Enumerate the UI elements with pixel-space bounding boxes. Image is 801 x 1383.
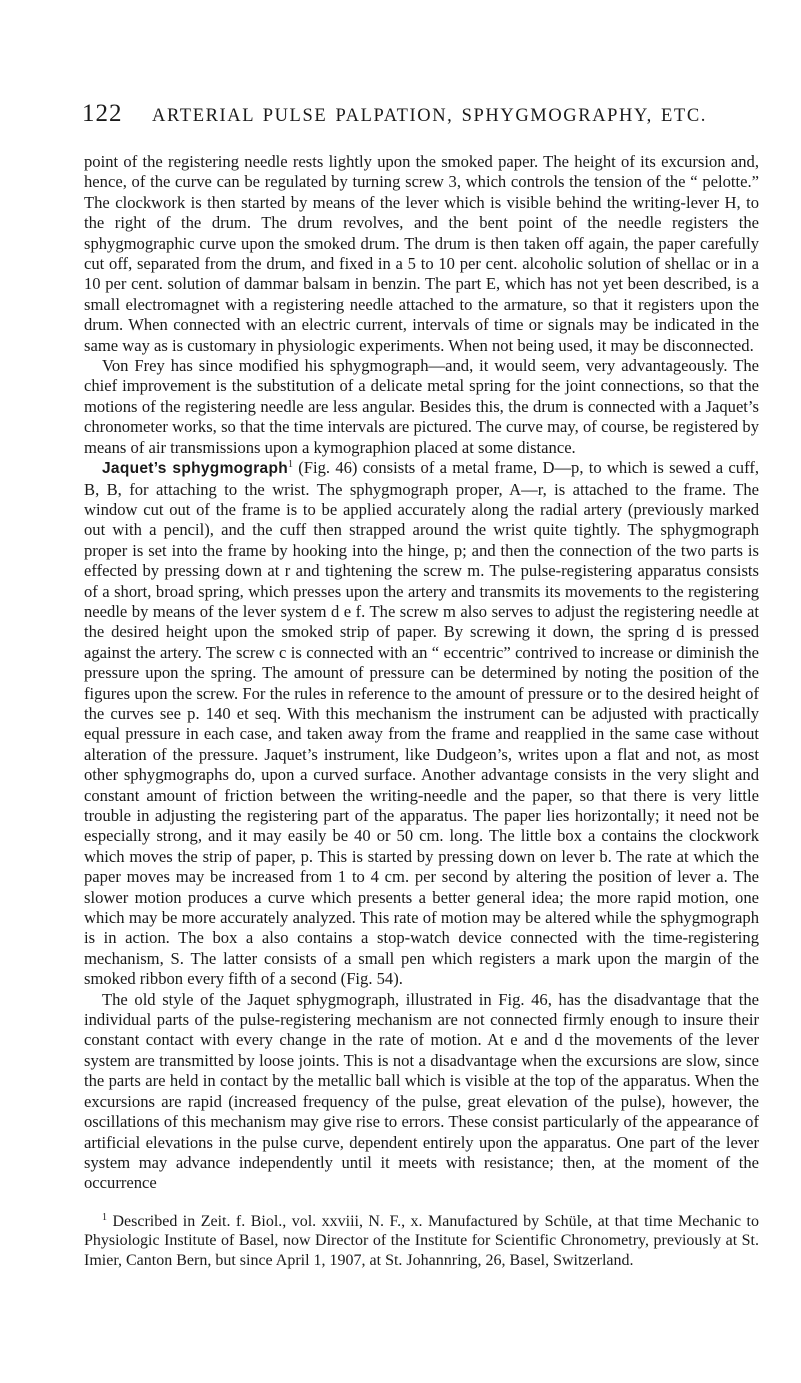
footnote-text: Described in Zeit. f. Biol., vol. xxviii, N. F., x. Manufactured by Schüle, at that time Mechanic to Physiologic Institute of Basel, now Director of the Institute for Scientific Chronometry, previously at St. Imier, Canton Bern, but since April 1, 1907, at St. Johannring, 26, Basel, Switzerland. [84,1212,759,1269]
paragraph-jaquet-text: (Fig. 46) consists of a metal frame, D—p, to which is sewed a cuff, B, B, for attaching to the wrist. The sphygmograph proper, A—r, is attached to the frame. The window cut out of the frame is to be applied accurately along the radial artery (previously marked out with a pencil), and the cuff then strapped around the wrist quite tightly. The sphygmograph proper is set into the frame by hooking into the hinge, p; and then the connection of the two parts is effected by pressing down at r and tightening the screw m. The pulse-registering apparatus consists of a short, broad spring, which presses upon the artery and transmits its movements to the registering needle by means of the lever system d e f. The screw m also serves to adjust the registering needle at the desired height upon the smoked strip of paper. By screwing it down, the spring d is pressed against the artery. The screw c is connected with an “ eccentric” contrived to increase or diminish the pressure upon the spring. The amount of pressure can be determined by noting the position of the figures upon the screw. For the rules in reference to the amount of pressure or to the desired height of the curves see p. 140 et seq. With this mechanism the instrument can be adjusted with practically equal pressure in each case, and taken away from the frame and reapplied in the same case without alteration of the pressure. Jaquet’s instrument, like Dudgeon’s, writes upon a flat and not, as most other sphygmographs do, upon a curved surface. Another advantage consists in the very slight and constant amount of friction between the writing-needle and the paper, so that there is very little trouble in adjusting the registering part of the apparatus. The paper lies horizontally; it need not be especially strong, and it may easily be 40 or 50 cm. long. The little box a contains the clockwork which moves the strip of paper, p. This is started by pressing down on lever b. The rate at which the paper moves may be increased from 1 to 4 cm. per second by altering the position of lever a. The slower motion produces a curve which presents a better general idea; the more rapid motion, one which may be more accurately analyzed. This rate of motion may be altered while the sphygmograph is in action. The box a also contains a stop-watch device connected with the time-registering mechanism, S. The latter consists of a small pen which registers a mark upon the margin of the smoked ribbon every fifth of a second (Fig. 54). [84,458,759,989]
section-lead-heading: Jaquet’s sphygmograph [102,460,288,478]
paragraph-von-frey: Von Frey has since modified his sphygmograph—and, it would seem, very advantageously. The chief improvement is the substitution of a delicate metal spring for the joint connections, so that the motions of the registering needle are less angular. Besides this, the drum is connected with a Jaquet’s chronometer works, so that the time intervals are pictured. The curve may, of course, be registered by means of air transmissions upon a kymographion placed at some distance. [84,356,759,457]
paragraph-old-style: The old style of the Jaquet sphygmograph, illustrated in Fig. 46, has the disadvantage that the individual parts of the pulse-registering mechanism are not connected firmly enough to insure their constant contact with every change in the rate of motion. At e and d the movements of the lever system are transmitted by loose joints. This is not a disadvantage when the excursions are slow, since the parts are held in contact by the metallic ball which is visible at the top of the apparatus. When the excursions are rapid (increased frequency of the pulse, great elevation of the pulse), however, the oscillations of this mechanism may give rise to errors. These consist particularly of the appearance of artificial elevations in the pulse curve, dependent entirely upon the apparatus. One part of the lever system may advance independently until it meets with resistance; then, at the moment of the occurrence [84,989,759,1193]
footnote-reference: 1 [287,459,293,471]
paragraph-jaquet [84,458,759,990]
body-text [84,152,759,1194]
paragraph-continuation: point of the registering needle rests lightly upon the smoked paper. The height of its excursion and, hence, of the curve can be regulated by turning screw 3, which controls the tension of the “ pelotte.” The clockwork is then started by means of the lever which is visible behind the writing-lever H, to the right of the drum. The drum revolves, and the bent point of the needle registers the sphygmographic curve upon the smoked drum. The drum is then taken off again, the paper carefully cut off, separated from the drum, and fixed in a 5 to 10 per cent. alcoholic solution of shellac or in a 10 per cent. solution of dammar balsam in benzin. The part E, which has not yet been described, is a small electromagnet with a registering needle attached to the armature, so that it registers upon the drum. When connected with an electric current, intervals of time or signals may be indicated in the same way as is customary in physiologic experiments. When not being used, it may be disconnected. [84,152,759,355]
running-title: ARTERIAL PULSE PALPATION, SPHYGMOGRAPHY, ETC. [152,106,708,126]
page-number: 122 [82,100,123,127]
running-head [84,100,759,128]
footnote [84,1212,759,1271]
footnote-marker: 1 [102,1211,107,1223]
